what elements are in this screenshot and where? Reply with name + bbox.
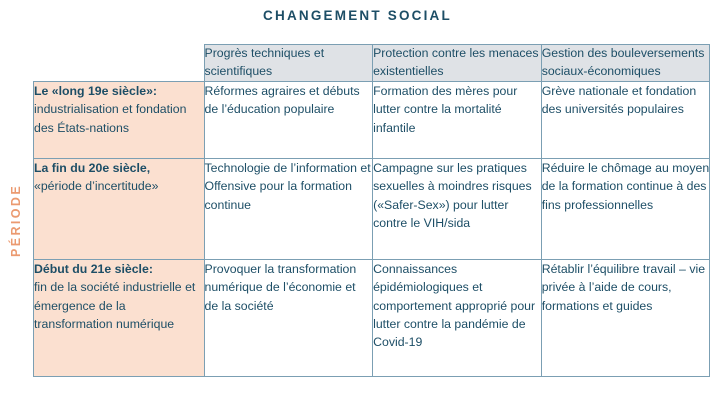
column-header-progres: Progrès techniques et scientifiques [204, 45, 373, 82]
cell-20e-protection: Campagne sur les pratiques sexuelles à moindres risques («Safer-Sex») pour lutter contre le VIH/sida [373, 158, 542, 259]
matrix-header [34, 45, 710, 82]
period-cell-21e [34, 259, 205, 376]
column-header-protection: Protection contre les menaces existentielles [373, 45, 542, 82]
period-rest-21e: fin de la société industrielle et émergence de la transformation numérique [34, 280, 196, 331]
period-rest-20e: «période d’incertitude» [34, 179, 159, 194]
period-lead-19e: Le «long 19e siècle»: [34, 83, 158, 98]
table-row [34, 81, 710, 158]
period-lead-20e: La fin du 20e siècle, [34, 160, 151, 175]
period-rest-19e: industrialisation et fondation des États-nations [34, 102, 187, 135]
period-lead-21e: Début du 21e siècle: [34, 261, 153, 276]
cell-21e-gestion: Rétablir l’équilibre travail – vie privée à l’aide de cours, formations et guides [541, 259, 710, 376]
period-cell-20e [34, 158, 205, 259]
table-row [34, 259, 710, 376]
cell-19e-protection: Formation des mères pour lutter contre la mortalité infantile [373, 81, 542, 158]
page-title: CHANGEMENT SOCIAL [263, 8, 452, 23]
cell-19e-gestion: Grève nationale et fondation des universités populaires [541, 81, 710, 158]
cell-21e-progres: Provoquer la transformation numérique de l’économie et de la société [204, 259, 373, 376]
header-row [34, 45, 710, 82]
period-cell-19e [34, 81, 205, 158]
cell-21e-protection: Connaissances épidémiologiques et comportement approprié pour lutter contre la pandémie de Covid-19 [373, 259, 542, 376]
header-corner-empty [34, 45, 205, 82]
cell-20e-gestion: Réduire le chômage au moyen de la formation continue à des fins professionnelles [541, 158, 710, 259]
comparison-matrix [33, 44, 710, 377]
cell-19e-progres: Réformes agraires et débuts de l’éducation populaire [204, 81, 373, 158]
table-row [34, 158, 710, 259]
column-header-gestion: Gestion des bouleversements sociaux-économiques [541, 45, 710, 82]
axis-label-periode: PÉRIODE [9, 183, 23, 257]
matrix-body [34, 81, 710, 376]
cell-20e-progres: Technologie de l’information et Offensive pour la formation continue [204, 158, 373, 259]
